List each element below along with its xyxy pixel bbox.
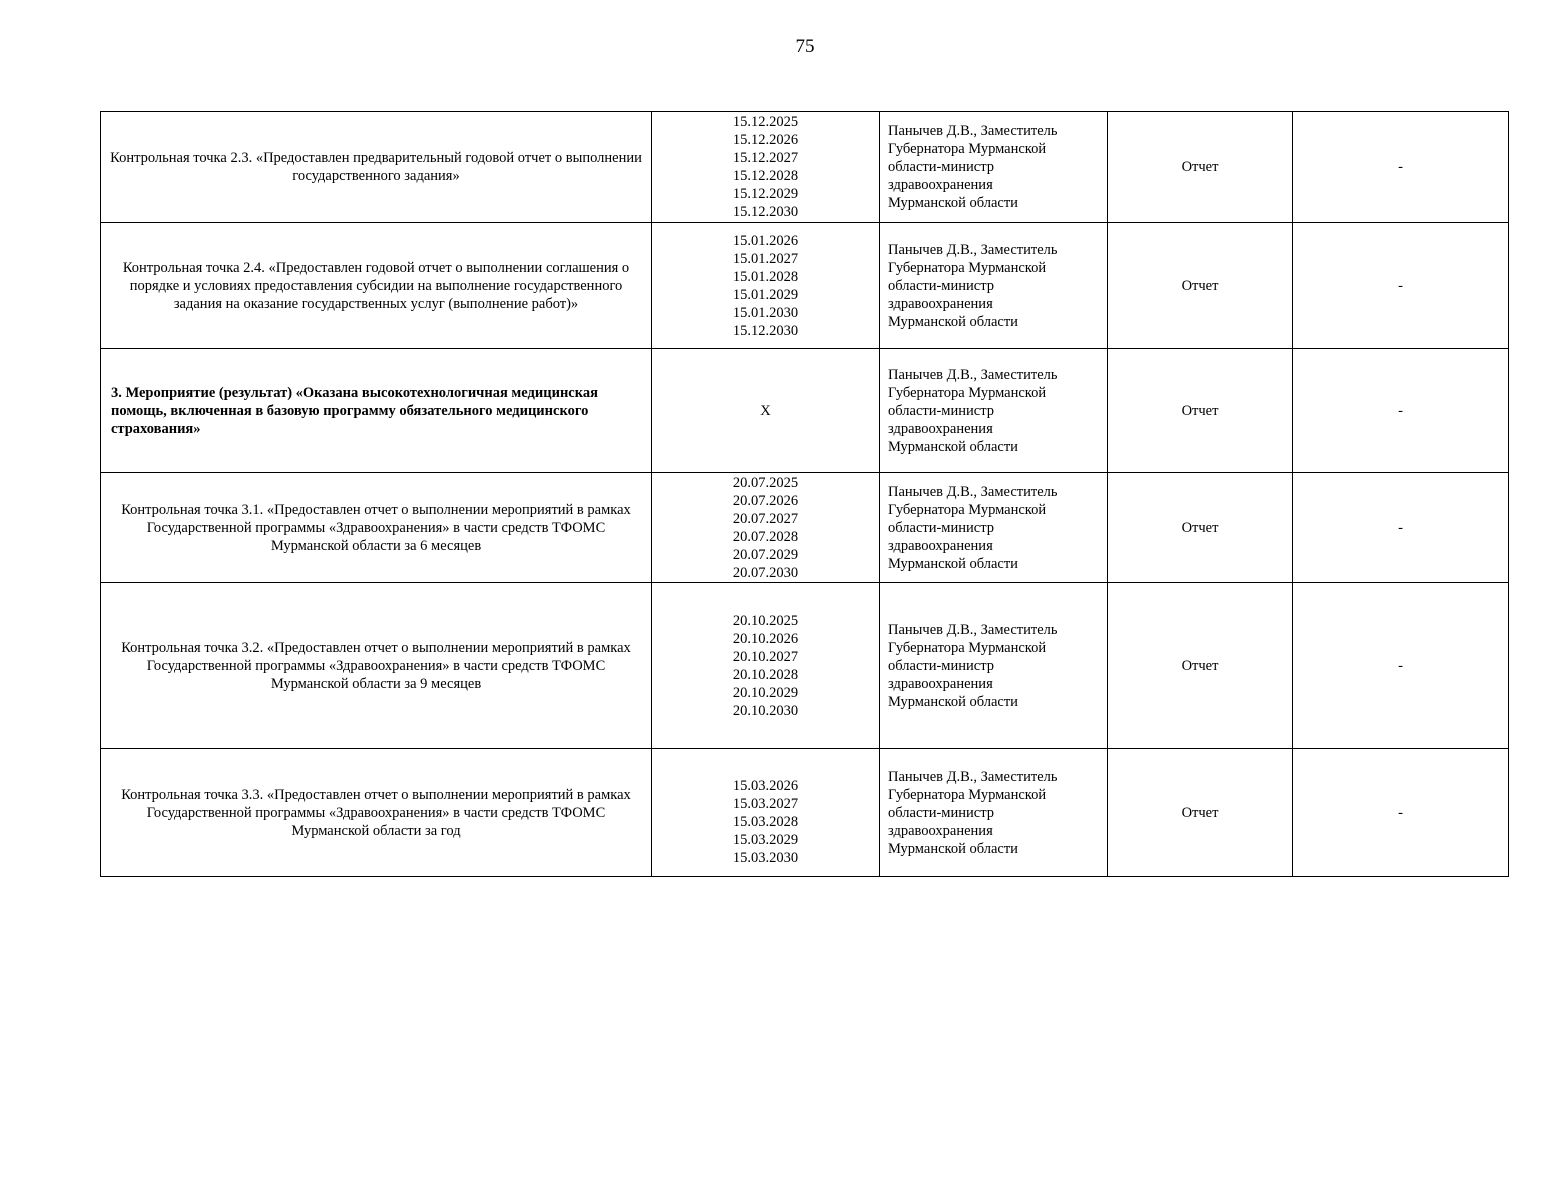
date-value: 15.03.2030 — [732, 849, 799, 866]
date-value: 15.03.2028 — [732, 813, 799, 830]
date-value: X — [760, 402, 771, 419]
responsible-line: Губернатора Мурманской — [888, 384, 1047, 401]
date-value: 20.10.2026 — [732, 630, 799, 647]
responsible-cell — [880, 583, 1108, 749]
date-value: 15.12.2026 — [732, 132, 799, 148]
date-value: 15.03.2029 — [732, 831, 799, 848]
document-type-cell: Отчет — [1108, 583, 1293, 749]
document-type-cell: Отчет — [1108, 223, 1293, 349]
responsible-line: Мурманской области — [888, 693, 1018, 710]
responsible-line: Губернатора Мурманской — [888, 501, 1047, 518]
responsible-line: области-министр — [888, 159, 994, 175]
document-type-cell: Отчет — [1108, 749, 1293, 877]
dates-cell — [652, 583, 880, 749]
row-name-cell: Контрольная точка 2.4. «Предоставлен годовой отчет о выполнении соглашения о порядке и условиях предоставления субсидии на выполнение государственного задания на оказание государственных услуг (выполнение работ)» — [101, 223, 652, 349]
document-type-cell: Отчет — [1108, 349, 1293, 473]
date-value: 15.12.2028 — [732, 168, 799, 184]
responsible-line: Панычев Д.В., Заместитель — [888, 621, 1058, 638]
row-name-cell: Контрольная точка 3.2. «Предоставлен отчет о выполнении мероприятий в рамках Государственной программы «Здравоохранения» в части средств ТФОМС Мурманской области за 9 месяцев — [101, 583, 652, 749]
document-type-cell: Отчет — [1108, 112, 1293, 223]
date-value: 15.01.2030 — [732, 304, 799, 321]
row-name-cell: Контрольная точка 3.1. «Предоставлен отчет о выполнении мероприятий в рамках Государственной программы «Здравоохранения» в части средств ТФОМС Мурманской области за 6 месяцев — [101, 473, 652, 583]
date-value: 20.07.2026 — [732, 492, 799, 509]
table-row — [101, 223, 1509, 349]
date-value: 15.01.2026 — [732, 232, 799, 249]
note-cell: - — [1293, 112, 1509, 223]
responsible-line: здравоохранения — [888, 420, 993, 437]
date-value: 20.07.2030 — [732, 564, 799, 581]
responsible-line: Мурманской области — [888, 313, 1018, 330]
responsible-line: Губернатора Мурманской — [888, 259, 1047, 276]
responsible-line: здравоохранения — [888, 675, 993, 692]
dates-cell — [652, 349, 880, 473]
responsible-line: здравоохранения — [888, 295, 993, 312]
date-value: 15.12.2030 — [732, 204, 799, 220]
responsible-line: Панычев Д.В., Заместитель — [888, 123, 1058, 139]
table-row — [101, 749, 1509, 877]
responsible-cell — [880, 112, 1108, 223]
responsible-line: здравоохранения — [888, 177, 993, 193]
note-cell: - — [1293, 473, 1509, 583]
date-value: 20.07.2029 — [732, 546, 799, 563]
date-value: 15.12.2027 — [732, 150, 799, 166]
document-type-cell: Отчет — [1108, 473, 1293, 583]
responsible-line: Панычев Д.В., Заместитель — [888, 483, 1058, 500]
responsible-line: Мурманской области — [888, 195, 1018, 211]
responsible-line: области-министр — [888, 402, 994, 419]
responsible-line: Панычев Д.В., Заместитель — [888, 241, 1058, 258]
responsible-cell — [880, 349, 1108, 473]
responsible-line: области-министр — [888, 804, 994, 821]
responsible-line: здравоохранения — [888, 537, 993, 554]
date-value: 15.01.2027 — [732, 250, 799, 267]
dates-cell — [652, 749, 880, 877]
responsible-line: Панычев Д.В., Заместитель — [888, 768, 1058, 785]
table-row — [101, 473, 1509, 583]
responsible-line: Губернатора Мурманской — [888, 639, 1047, 656]
table-row — [101, 349, 1509, 473]
date-value: 20.10.2025 — [732, 612, 799, 629]
date-value: 15.03.2026 — [732, 777, 799, 794]
date-value: 20.10.2029 — [732, 684, 799, 701]
control-points-table — [100, 111, 1509, 877]
responsible-line: здравоохранения — [888, 822, 993, 839]
responsible-line: Мурманской области — [888, 840, 1018, 857]
responsible-line: области-министр — [888, 519, 994, 536]
date-value: 20.10.2028 — [732, 666, 799, 683]
date-value: 15.12.2025 — [732, 114, 799, 130]
responsible-line: Панычев Д.В., Заместитель — [888, 366, 1058, 383]
date-value: 20.10.2030 — [732, 702, 799, 719]
responsible-line: Мурманской области — [888, 555, 1018, 572]
note-cell: - — [1293, 749, 1509, 877]
row-name-cell: Контрольная точка 2.3. «Предоставлен предварительный годовой отчет о выполнении государственного задания» — [101, 112, 652, 223]
responsible-line: Губернатора Мурманской — [888, 786, 1047, 803]
date-value: 15.12.2030 — [732, 322, 799, 339]
date-value: 15.01.2028 — [732, 268, 799, 285]
dates-cell — [652, 223, 880, 349]
date-value: 20.10.2027 — [732, 648, 799, 665]
responsible-cell — [880, 749, 1108, 877]
dates-cell — [652, 112, 880, 223]
responsible-cell — [880, 223, 1108, 349]
responsible-line: области-министр — [888, 277, 994, 294]
date-value: 20.07.2025 — [732, 474, 799, 491]
dates-cell — [652, 473, 880, 583]
page-number: 75 — [795, 36, 815, 57]
table-row — [101, 112, 1509, 223]
date-value: 20.07.2028 — [732, 528, 799, 545]
date-value: 15.03.2027 — [732, 795, 799, 812]
responsible-line: области-министр — [888, 657, 994, 674]
table-row — [101, 583, 1509, 749]
row-name-cell: Контрольная точка 3.3. «Предоставлен отчет о выполнении мероприятий в рамках Государственной программы «Здравоохранения» в части средств ТФОМС Мурманской области за год — [101, 749, 652, 877]
note-cell: - — [1293, 223, 1509, 349]
responsible-cell — [880, 473, 1108, 583]
date-value: 15.01.2029 — [732, 286, 799, 303]
responsible-line: Мурманской области — [888, 438, 1018, 455]
row-name-cell: 3. Мероприятие (результат) «Оказана высокотехнологичная медицинская помощь, включенная в базовую программу обязательного медицинского страхования» — [101, 349, 652, 473]
date-value: 15.12.2029 — [732, 186, 799, 202]
responsible-line: Губернатора Мурманской — [888, 141, 1047, 157]
note-cell: - — [1293, 583, 1509, 749]
note-cell: - — [1293, 349, 1509, 473]
date-value: 20.07.2027 — [732, 510, 799, 527]
